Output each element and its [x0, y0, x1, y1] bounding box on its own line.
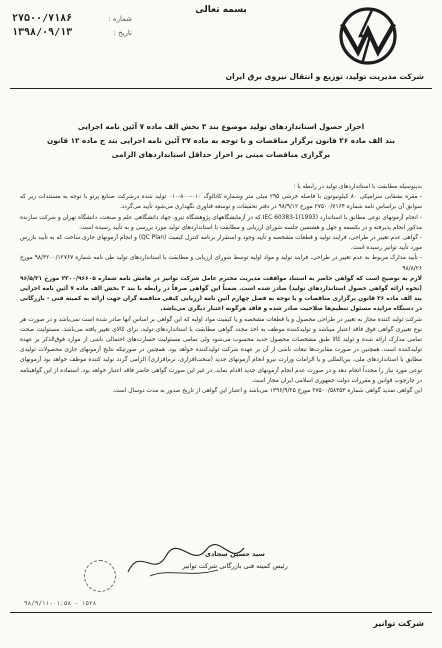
date-label: تاریخ :	[113, 29, 132, 37]
type-test-paragraph: - انجام آزمونهای نوعی مطابق با استاندارد IEC 60383-1(1993) که در آزمایشگاههای پژوهشگاه نیرو، جهاد دانشگاهی علم و صنعت، دانشگاه تهران و شرکت سازنده مذکور انجام پذیرفته و در بکسمه و جهل و هشتمین جلسه شورای ارزیابی و مطابقت با استانداردهای تولید مورد بررسی و به تأیید رسیده است.	[20, 214, 422, 231]
signature-block	[150, 548, 320, 588]
footer-code: ۹۸/۹/۱۱-۰۱:۵۸ - ۱۵۲۸	[24, 600, 97, 607]
intro-paragraph: بدینوسیله مطابقت با استانداردهای تولید در رابطه با :	[293, 184, 422, 190]
letter-date: ۱۳۹۸/۰۹/۱۳	[12, 27, 73, 38]
title-line-1: احراز حصول استانداردهای تولید موضوع بند ۳ بخش الف ماده ۷ آئین نامه اجرایی	[77, 122, 365, 131]
page-footer	[10, 612, 432, 639]
footer-company-name: شرکت توانیر	[373, 619, 424, 628]
header-divider	[10, 88, 432, 89]
signer-name: سید حسین سجادی	[205, 550, 265, 558]
basmala-heading: بسمه تعالی	[195, 5, 247, 15]
company-name: شرکت مدیریت تولید، توزیع و انتقال نیروی برق ایران	[225, 72, 424, 81]
validity-paragraph: این گواهی تمدید گواهی شماره ۲۷۵۰۰/۵۸۳۵۳ مورخ ۱۳۹۶/۹/۲۵ می‌باشد و اعتبار این گواهی از تاریخ صدور به مدت دوسال است.	[112, 388, 422, 395]
document-title	[28, 120, 414, 162]
qc-plan-paragraph: - گواهی عدم تغییر در طراحی، فرایند تولید و قطعات مشخصه و تأیید وجود و استقرار برنامه کنترل کیفیت (QC Plan) و انجام آزمونهای جاری ساخت که به تأیید بازرس مورد تأیید توانیر رسیده است.	[20, 235, 422, 252]
title-line-2: بند الف ماده ۲۶ قانون برگزار مناقصات و با توجه به ماده ۲۷ آئین نامه اجرایی بند ج ماده ۱۲ قانون	[46, 136, 396, 145]
signer-role: رئیس کمیته فنی بازرگانی شرکت توانیر	[182, 562, 288, 570]
conditions-paragraph: شرکت تولید کننده مجاز به تغییر در طراحی محصول و یا قطعات مشخصه و یا کیفیت مواد اولیه که این گواهی بر اساس آنها صادر شده است نمی‌باشد و در صورت هر نوع تغییری گواهی فوق فاقد اعتبار میباشد و تولیدکننده موظف به اخذ مجدد گواهی مطابقت با استانداردهای تولید، برای کالای تغییر یافته می‌باشد. مسئولیت صحت تمامی مدارک ارائه شده و تولید کالا طبق مشخصات محصول جدید محسوب می‌شود ولی تمامی مسئولیت خسارت‌های احتمالی ناشی از موارد فوق‌الذکر بر عهده تولیدکننده است. همچنین در صورت مقایرت‌ها تبعات ناشی از آن بر عهده شرکت تولیدکننده خواهد بود. همچنین در صورتیکه نتایج آزمونهای جاری محصولات تولیدی مطابق با استانداردهای ملی، بین‌المللی و یا الزامات وزارت نیرو انجام آزمونهای جدید (سخت‌افزاری، نرم‌افزاری) الزامی گردد تولید کننده موظف خواهد بود آزمونهای نوعی مورد نیاز را مجدداً انجام دهد و در صورت عدم انجام آزمونهای جدید اقدام نماید. در غیر این صورت گواهی حاضر فاقد اعتبار خواهد بود. استفاده از این گواهینامه در چارچوب قوانین و مقررات دولت جمهوری اسلامی ایران مجاز است.	[20, 316, 422, 384]
legal-note-paragraph: لازم به توضیح است که گواهی حاضر به استناد موافقت مدیریت محترم عامل شرکت توانیر در هامش نامه شماره ۲۲۰۰/۹۶۶۰۵ مورخ ۹۶/۵/۲۱ (نحوه ارائه گواهی حصول استانداردهای تولید) صادر شده است. ضمناً این گواهی صرفاً در رابطه با بند ۳ بخش الف ماده ۷ آئین نامه اجرایی بند الف ماده ۲۶ قانون برگزاری مناقصات و با توجه به فصل چهارم آئین نامه ارزیابی کیفی مناقصه گران جهت ارائه به کمیته فنی - بازرگانی در دستگاه مزایده مسئول تنظیم‌ها صلاحیت صادر شده و فاقد هرگونه اعتبار دیگری می‌باشد.	[20, 275, 423, 313]
tavanir-logo-icon	[312, 6, 424, 70]
document-body	[20, 182, 422, 396]
documents-paragraph: - تأیید مدارک مربوط به عدم تغییر در طراحی، فرایند تولید و مواد اولیه توسط شورای ارزیابی و مطابقت با استانداردهای تولید طی نامه شماره ۹۸/۳۲۰۰/۱۲۷۶۷ مورخ ۹۸/۸/۲۶	[20, 255, 422, 272]
letter-meta	[12, 12, 132, 40]
title-line-3: برگزاری مناقصات مبنی بر احراز حداقل استانداردهای الزامی	[111, 150, 331, 159]
stamp-mark	[84, 560, 116, 592]
number-label: شماره :	[108, 15, 132, 23]
letter-number: ۲۷۵۰۰/۷۱۸۶	[12, 13, 73, 24]
product-paragraph: - مقره بشقابی سرامیکی ۸۰ کیلونیوتون با فاصله خزشی ۲۹۵ میلی متر وشماره کاتالوگ ۰۱۰-۸۰۰-۰۱۰ تولید شده درشرکت صنایع پرتو با توجه به مستندات زیر که سوابق آن براساس نامه شماره ۲۷۵۰۰/۷۱۶۴ مورخ ۹۸/۹/۱۲ در دفتر تحقیقات و توسعه فناوری نگهداری می‌شود تأیید می‌گردد.	[20, 194, 422, 211]
